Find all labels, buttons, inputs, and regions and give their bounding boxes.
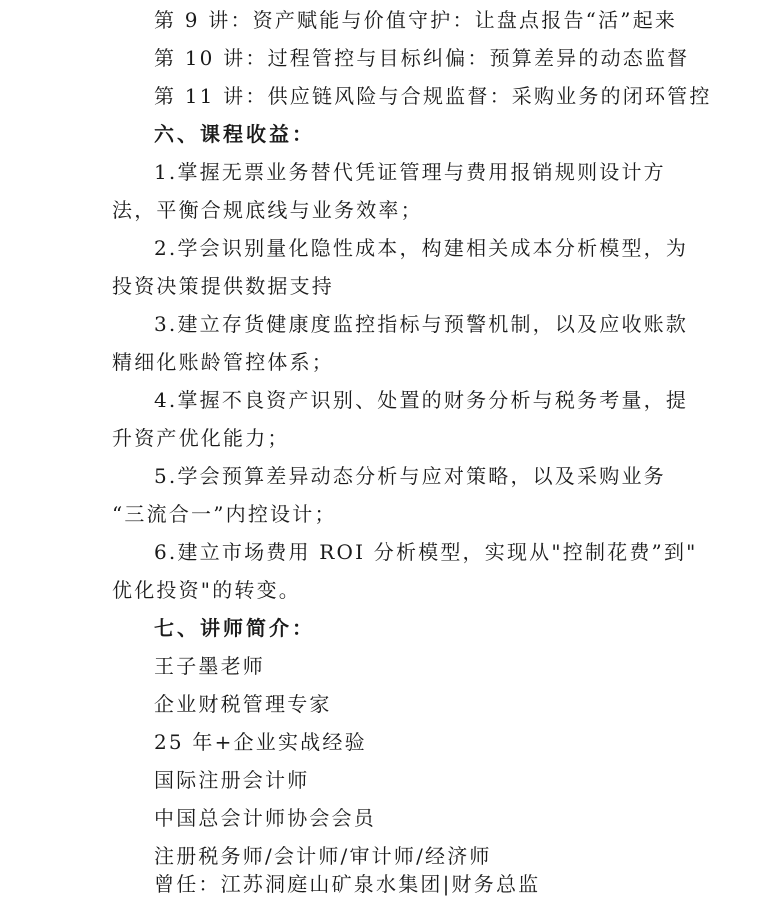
benefit-2-line-1: 2.学会识别量化隐性成本，构建相关成本分析模型，为 [154,236,689,260]
benefit-4-line-2: 升资产优化能力； [112,426,290,450]
section-heading-benefits: 六、课程收益： [154,122,315,146]
instructor-experience: 25 年+企业实战经验 [154,730,367,754]
benefit-1-line-1: 1.掌握无票业务替代凭证管理与费用报销规则设计方 [154,160,666,184]
instructor-name: 王子墨老师 [154,654,265,678]
lecture-10: 第 10 讲：过程管控与目标纠偏：预算差异的动态监督 [154,46,690,70]
benefit-6-line-2: 优化投资"的转变。 [112,578,301,602]
lecture-9: 第 9 讲：资产赋能与价值守护：让盘点报告“活”起来 [154,8,678,32]
benefit-1-line-2: 法，平衡合规底线与业务效率； [112,198,423,222]
lecture-11: 第 11 讲：供应链风险与合规监督：采购业务的闭环管控 [154,84,712,108]
benefit-3-line-2: 精细化账龄管控体系； [112,350,334,374]
benefit-6-line-1: 6.建立市场费用 ROI 分析模型，实现从"控制花费”到" [154,540,698,564]
benefit-2-line-2: 投资决策提供数据支持 [112,274,334,298]
instructor-credential-3: 注册税务师/会计师/审计师/经济师 [154,844,492,868]
section-heading-instructor: 七、讲师简介： [154,616,315,640]
benefit-5-line-1: 5.学会预算差异动态分析与应对策略，以及采购业务 [154,464,666,488]
instructor-credential-2: 中国总会计师协会会员 [154,806,376,830]
instructor-former-role: 曾任：江苏洞庭山矿泉水集团|财务总监 [154,872,541,896]
benefit-5-line-2: “三流合一”内控设计； [112,502,337,526]
instructor-title: 企业财税管理专家 [154,692,332,716]
benefit-3-line-1: 3.建立存货健康度监控指标与预警机制，以及应收账款 [154,312,689,336]
benefit-4-line-1: 4.掌握不良资产识别、处置的财务分析与税务考量，提 [154,388,689,412]
instructor-credential-1: 国际注册会计师 [154,768,310,792]
